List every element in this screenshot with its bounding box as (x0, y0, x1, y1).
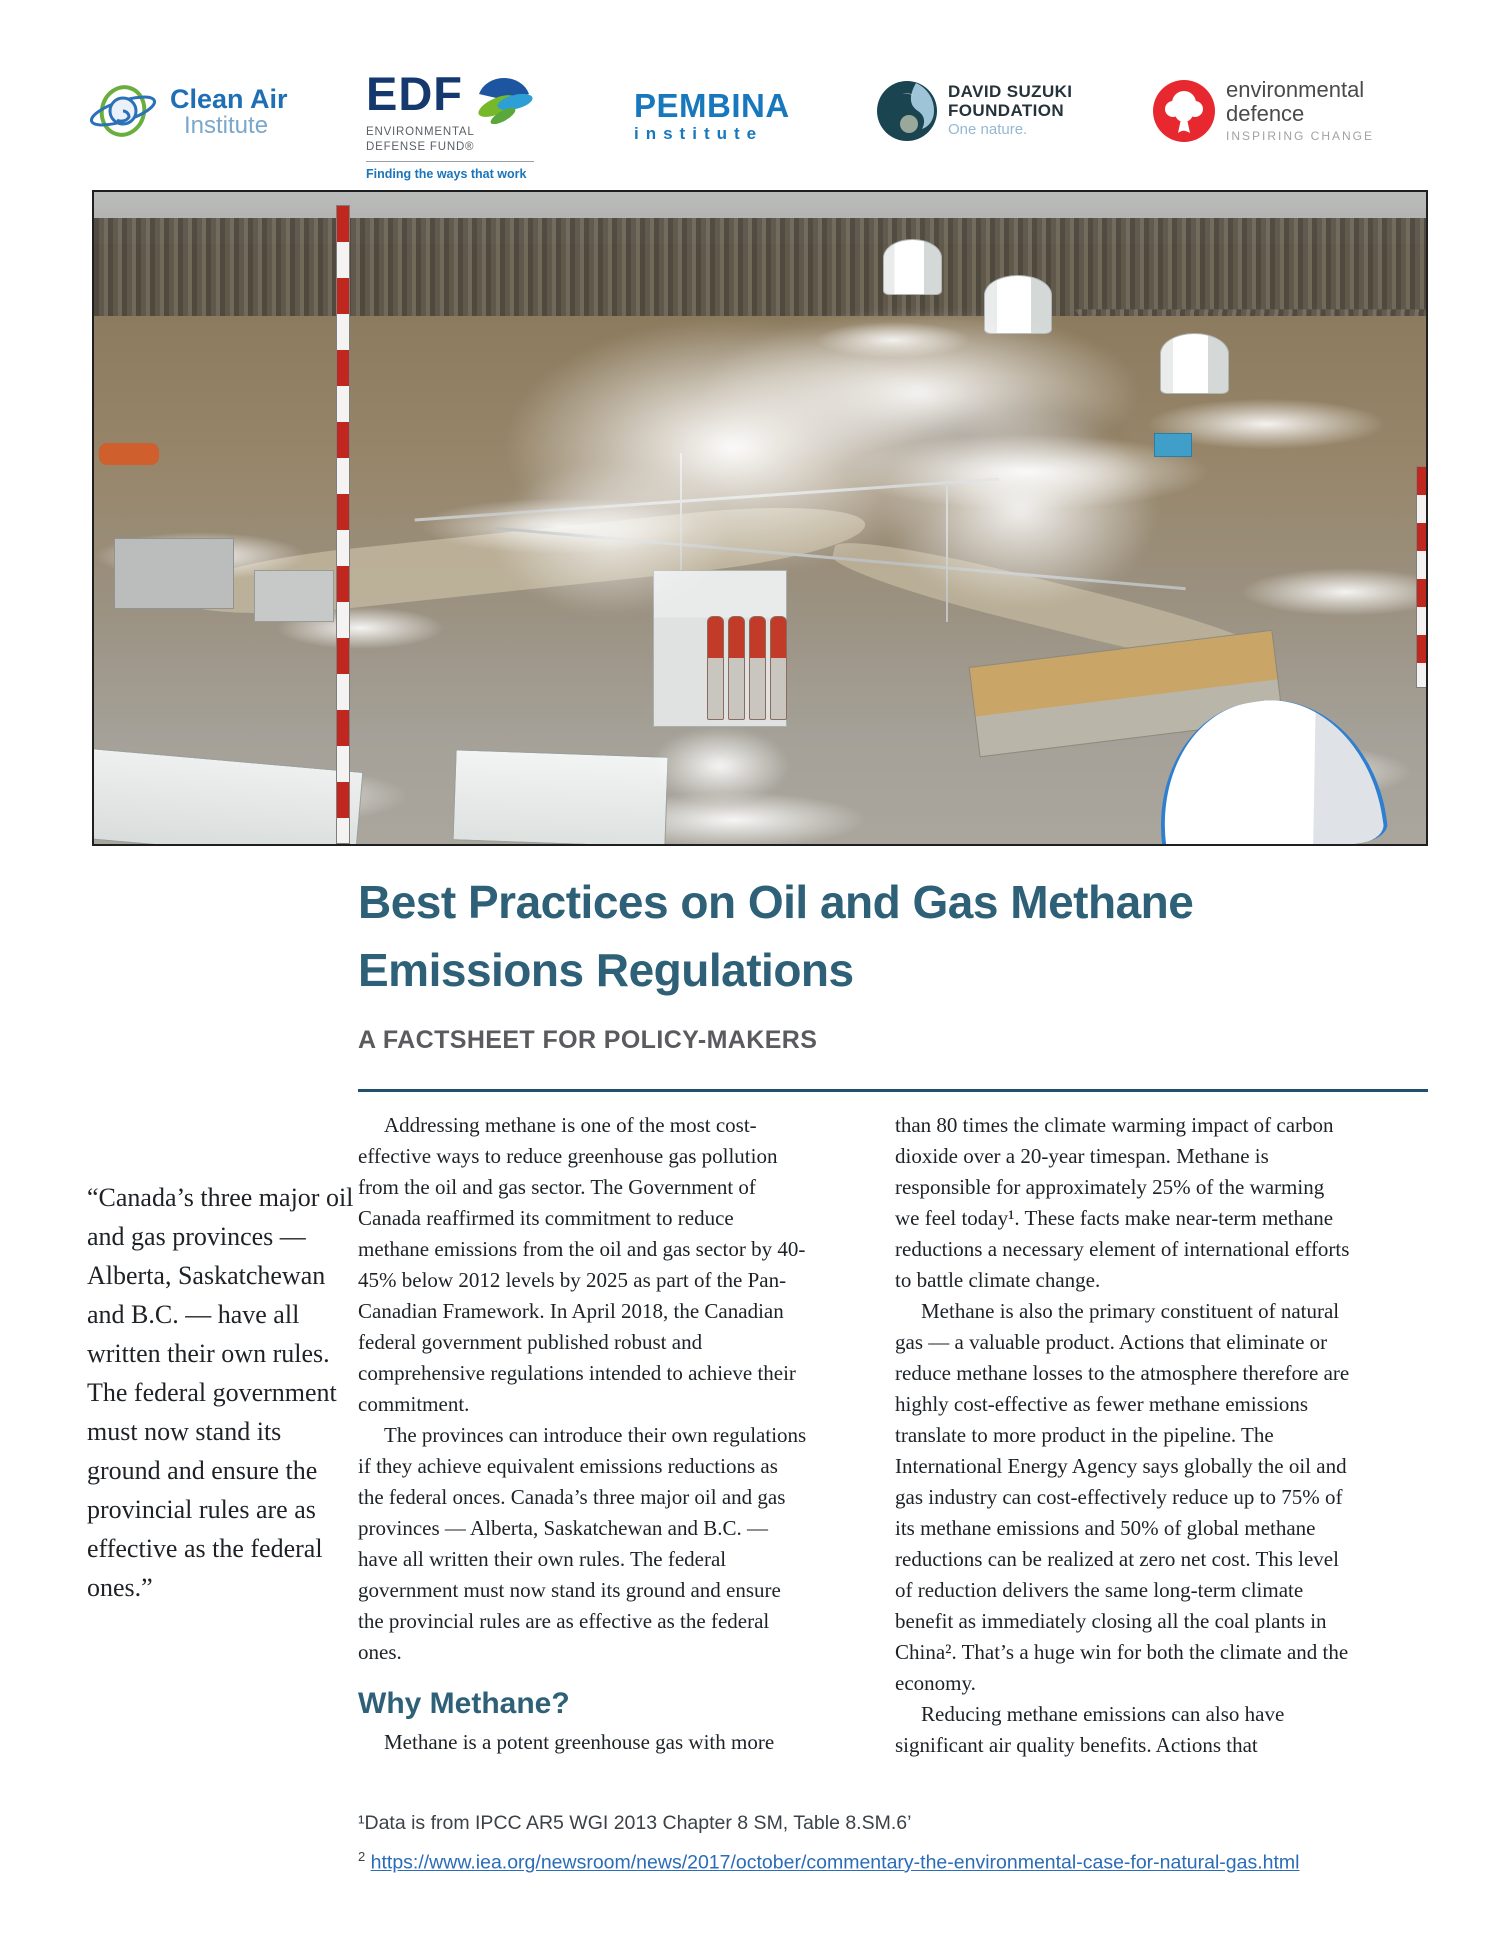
defence-tree-icon (1152, 79, 1216, 143)
body-column-1 (358, 1110, 808, 1758)
photo-orange-tank (99, 443, 159, 465)
edf-logo (366, 67, 534, 181)
edf-sub1: ENVIRONMENTAL (366, 126, 475, 138)
pembina-sub: institute (634, 124, 764, 143)
suzuki-tagline: One nature. (948, 121, 1028, 138)
clean-air-sub: Institute (184, 112, 269, 139)
photo-flare-stack-right (1416, 466, 1428, 688)
col2-paragraph-3: Reducing methane emissions can also have significant air quality benefits. Actions that (895, 1702, 1285, 1757)
photo-shed (114, 538, 234, 610)
footnotes (358, 1806, 1299, 1880)
col2-paragraph-2: Methane is also the primary constituent of natural gas — a valuable product. Actions that eliminate or reduce methane losses to the atmosphere therefore are highly cost-effective as fewer methane emissions translate to more product in the pipeline. The International Energy Agency says globally the oil and gas industry can cost-effectively reduce up to 75% of its methane emissions and 50% of global methane reductions can be realized at zero net cost. This level of reduction delivers the same long-term climate benefit as immediately closing all the coal plants in China². That’s a huge win for both the climate and the economy. (895, 1299, 1350, 1695)
pembina-institute-logo (634, 87, 790, 146)
suzuki-line1: DAVID SUZUKI (948, 82, 1073, 101)
divider-rule (358, 1089, 1428, 1092)
col2-paragraph-1: than 80 times the climate warming impact of carbon dioxide over a 20-year timespan. Methane is responsible for approximately 25% of the warming we feel today¹. These facts make near-term methane reductions a necessary element of international efforts to battle climate change. (895, 1113, 1350, 1292)
edf-abbr: EDF (366, 67, 463, 120)
clean-air-swirl-icon (86, 82, 160, 142)
clean-air-institute-logo (86, 82, 288, 142)
page-title (358, 868, 1218, 1004)
page-subtitle: A FACTSHEET FOR POLICY-MAKERS (358, 1026, 818, 1054)
photo-flare-stack (336, 205, 350, 844)
pembina-name: PEMBINA (634, 87, 790, 124)
col1-paragraph-2: The provinces can introduce their own regulations if they achieve equivalent emissions reductions as the federal onces. Canada’s three major oil and gas provinces — Alberta, Saskatchewan and B.C. — have all written their own rules. The federal government must now stand its ground and ensure the provincial rules are as effective as the federal ones. (358, 1423, 807, 1664)
pull-quote: “Canada’s three major oil and gas provinces — Alberta, Saskatchewan and B.C. — have all written their own rules. The federal government must now stand its ground and ensure the provincial rules are as effective as the federal ones.” (87, 1183, 354, 1602)
photo-shed (254, 570, 334, 622)
defence-line2: defence (1226, 101, 1305, 126)
footnote-1: ¹Data is from IPCC AR5 WGI 2013 Chapter 8 SM, Table 8.SM.6’ (358, 1812, 912, 1834)
edf-divider (366, 161, 534, 162)
col1-paragraph-3: Methane is a potent greenhouse gas with more (384, 1730, 775, 1754)
footnote-2-marker: 2 (358, 1849, 366, 1864)
defence-line1: environmental (1226, 77, 1365, 102)
environmental-defence-logo (1152, 78, 1374, 143)
david-suzuki-foundation-logo (876, 80, 1072, 142)
body-column-2 (895, 1110, 1350, 1761)
edf-leaf-icon (467, 72, 533, 124)
defence-tagline: INSPIRING CHANGE (1226, 129, 1375, 143)
hero-photo-gas-plant (92, 190, 1428, 846)
col1-paragraph-1: Addressing methane is one of the most cost-effective ways to reduce greenhouse gas pollution from the oil and gas sector. The Government of Canada reaffirmed its commitment to reduce methane emissions from the oil and gas sector by 40-45% below 2012 levels by 2025 as part of the Pan-Canadian Framework. In April 2018, the Canadian federal government published robust and comprehensive regulations intended to achieve their commitment. (358, 1113, 806, 1416)
page-title-line2: Emissions Regulations (358, 944, 854, 996)
logo-bar (0, 67, 1500, 181)
suzuki-line2: FOUNDATION (948, 101, 1065, 120)
photo-steam-plume (440, 283, 1213, 648)
edf-tagline: Finding the ways that work (366, 167, 527, 181)
footnote-2 (358, 1840, 1299, 1880)
suzuki-circle-icon (876, 80, 938, 142)
edf-sub2: DEFENSE FUND® (366, 141, 475, 153)
clean-air-name: Clean Air (170, 84, 288, 114)
photo-steam-small (627, 714, 813, 818)
why-methane-heading: Why Methane? (358, 1687, 570, 1720)
page-title-line1: Best Practices on Oil and Gas Methane (358, 876, 1194, 928)
footnote-2-link[interactable]: https://www.iea.org/newsroom/news/2017/october/commentary-the-environmental-case-for-natural-gas.html (370, 1851, 1300, 1874)
